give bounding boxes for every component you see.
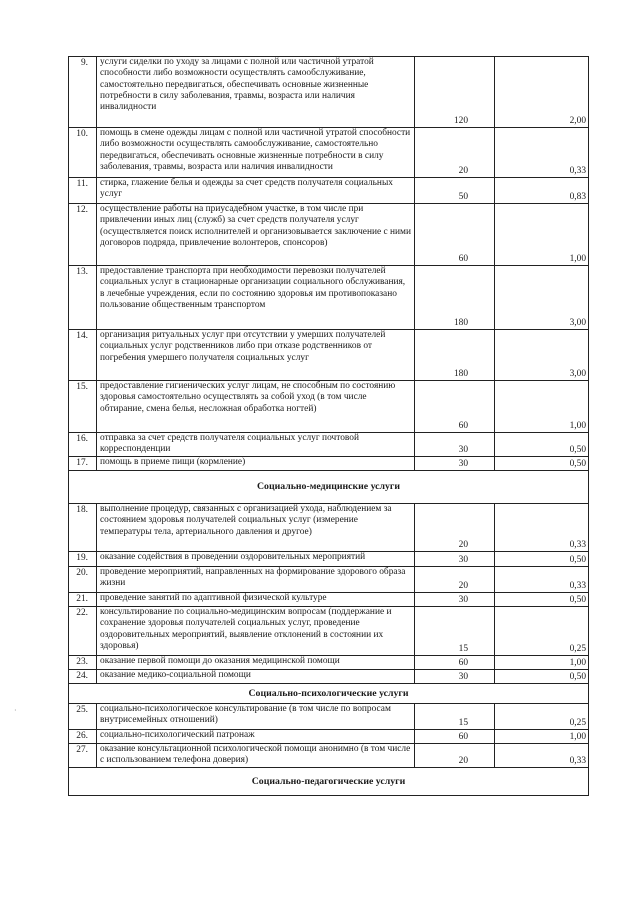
row-number: 26.: [69, 730, 97, 744]
service-cost: 0,33: [495, 567, 589, 593]
row-number: 11.: [69, 178, 97, 204]
table-row: [69, 381, 589, 433]
table-row: [69, 178, 589, 204]
service-name: предоставление гигиенических услуг лицам, не способным по состоянию здоровья самостоятельно осуществлять за собой уход (в том числе обтирание, смена белья, несложная обработка ногтей): [97, 381, 415, 433]
table-row: [69, 593, 589, 607]
service-time: 30: [415, 552, 495, 567]
service-name: помощь в приеме пищи (кормление): [97, 457, 415, 471]
service-name: социально-психологический патронаж: [97, 730, 415, 744]
service-time: 20: [415, 128, 495, 178]
table-row: [69, 552, 589, 567]
service-time: 60: [415, 730, 495, 744]
service-time: 15: [415, 607, 495, 656]
table-row: [69, 730, 589, 744]
service-time: 180: [415, 266, 495, 330]
service-name: оказание содействия в проведении оздоровительных мероприятий: [97, 552, 415, 567]
service-cost: 0,50: [495, 670, 589, 684]
row-number: 19.: [69, 552, 97, 567]
service-cost: 1,00: [495, 730, 589, 744]
table-row: [69, 504, 589, 552]
service-name: консультирование по социально-медицинским вопросам (поддержание и сохранение здоровья получателей социальных услуг, проведение оздоровительных мероприятий, выявление отклонений в состоянии их здоровья): [97, 607, 415, 656]
service-name: оказание медико-социальной помощи: [97, 670, 415, 684]
service-cost: 1,00: [495, 204, 589, 266]
table-row: [69, 204, 589, 266]
service-cost: 0,50: [495, 552, 589, 567]
table-row: [69, 744, 589, 768]
service-name: стирка, глажение белья и одежды за счет средств получателя социальных услуг: [97, 178, 415, 204]
section-header-row: [69, 471, 589, 504]
service-name: осуществление работы на приусадебном участке, в том числе при привлечении иных лиц (служб) за счет средств получателя услуг (осуществляется поиск исполнителей и организовывается заключение с ними договоров подряда, привлечение волонтеров, спонсоров): [97, 204, 415, 266]
service-name: проведение мероприятий, направленных на формирование здорового образа жизни: [97, 567, 415, 593]
row-number: 18.: [69, 504, 97, 552]
service-name: выполнение процедур, связанных с организацией ухода, наблюдением за состоянием здоровья получателей социальных услуг (измерение температуры тела, артериального давления и другое): [97, 504, 415, 552]
service-name: проведение занятий по адаптивной физической культуре: [97, 593, 415, 607]
row-number: 9.: [69, 57, 97, 128]
service-cost: 1,00: [495, 656, 589, 670]
table-row: [69, 433, 589, 457]
service-name: социально-психологическое консультирование (в том числе по вопросам внутрисемейных отношений): [97, 704, 415, 730]
service-time: 60: [415, 381, 495, 433]
row-number: 20.: [69, 567, 97, 593]
service-time: 30: [415, 433, 495, 457]
section-title: Социально-психологические услуги: [69, 684, 589, 704]
service-cost: 0,83: [495, 178, 589, 204]
service-name: помощь в смене одежды лицам с полной или частичной утратой способности либо возможности осуществлять самообслуживание, самостоятельно передвигаться, обеспечивать основные жизненные потребности в силу заболевания, травмы, возраста или наличия инвалидности: [97, 128, 415, 178]
table-row: [69, 656, 589, 670]
services-tariff-table: [68, 56, 589, 796]
service-cost: 0,33: [495, 504, 589, 552]
row-number: 13.: [69, 266, 97, 330]
service-time: 60: [415, 204, 495, 266]
row-number: 23.: [69, 656, 97, 670]
service-cost: 0,50: [495, 433, 589, 457]
row-number: 24.: [69, 670, 97, 684]
row-number: 15.: [69, 381, 97, 433]
service-time: 20: [415, 744, 495, 768]
service-time: 180: [415, 330, 495, 381]
row-number: 12.: [69, 204, 97, 266]
row-number: 22.: [69, 607, 97, 656]
document-page: [68, 56, 588, 796]
service-name: отправка за счет средств получателя социальных услуг почтовой корреспонденции: [97, 433, 415, 457]
service-time: 30: [415, 593, 495, 607]
service-cost: 0,33: [495, 128, 589, 178]
table-row: [69, 567, 589, 593]
service-cost: 3,00: [495, 330, 589, 381]
service-cost: 2,00: [495, 57, 589, 128]
service-time: 60: [415, 656, 495, 670]
row-number: 14.: [69, 330, 97, 381]
service-cost: 0,50: [495, 593, 589, 607]
service-cost: 0,25: [495, 607, 589, 656]
service-time: 30: [415, 670, 495, 684]
table-row: [69, 704, 589, 730]
service-name: организация ритуальных услуг при отсутствии у умерших получателей социальных услуг родственников либо при отказе родственников от погребения умершего получателя социальных услуг: [97, 330, 415, 381]
table-row: [69, 670, 589, 684]
section-header-row: [69, 768, 589, 796]
service-name: оказание первой помощи до оказания медицинской помощи: [97, 656, 415, 670]
row-number: 21.: [69, 593, 97, 607]
table-row: [69, 457, 589, 471]
table-row: [69, 266, 589, 330]
service-time: 20: [415, 504, 495, 552]
service-time: 15: [415, 704, 495, 730]
section-header-row: [69, 684, 589, 704]
services-table-body: [69, 57, 589, 796]
row-number: 17.: [69, 457, 97, 471]
table-row: [69, 57, 589, 128]
scan-mark: ·: [14, 706, 17, 715]
service-cost: 3,00: [495, 266, 589, 330]
service-name: предоставление транспорта при необходимости перевозки получателей социальных услуг в стационарные организации социального обслуживания, в лечебные учреждения, если по состоянию здоровья им противопоказано пользование общественным транспортом: [97, 266, 415, 330]
service-time: 120: [415, 57, 495, 128]
section-title: Социально-медицинские услуги: [69, 471, 589, 504]
service-cost: 0,33: [495, 744, 589, 768]
service-cost: 1,00: [495, 381, 589, 433]
row-number: 25.: [69, 704, 97, 730]
service-time: 20: [415, 567, 495, 593]
service-cost: 0,50: [495, 457, 589, 471]
table-row: [69, 330, 589, 381]
service-time: 30: [415, 457, 495, 471]
section-title: Социально-педагогические услуги: [69, 768, 589, 796]
table-row: [69, 607, 589, 656]
service-cost: 0,25: [495, 704, 589, 730]
row-number: 10.: [69, 128, 97, 178]
row-number: 16.: [69, 433, 97, 457]
table-row: [69, 128, 589, 178]
service-name: услуги сиделки по уходу за лицами с полной или частичной утратой способности либо возможности осуществлять самообслуживание, самостоятельно передвигаться, обеспечивать основные жизненные потребности в силу заболевания, травмы, возраста или наличия инвалидности: [97, 57, 415, 128]
service-name: оказание консультационной психологической помощи анонимно (в том числе с использованием телефона доверия): [97, 744, 415, 768]
service-time: 50: [415, 178, 495, 204]
row-number: 27.: [69, 744, 97, 768]
